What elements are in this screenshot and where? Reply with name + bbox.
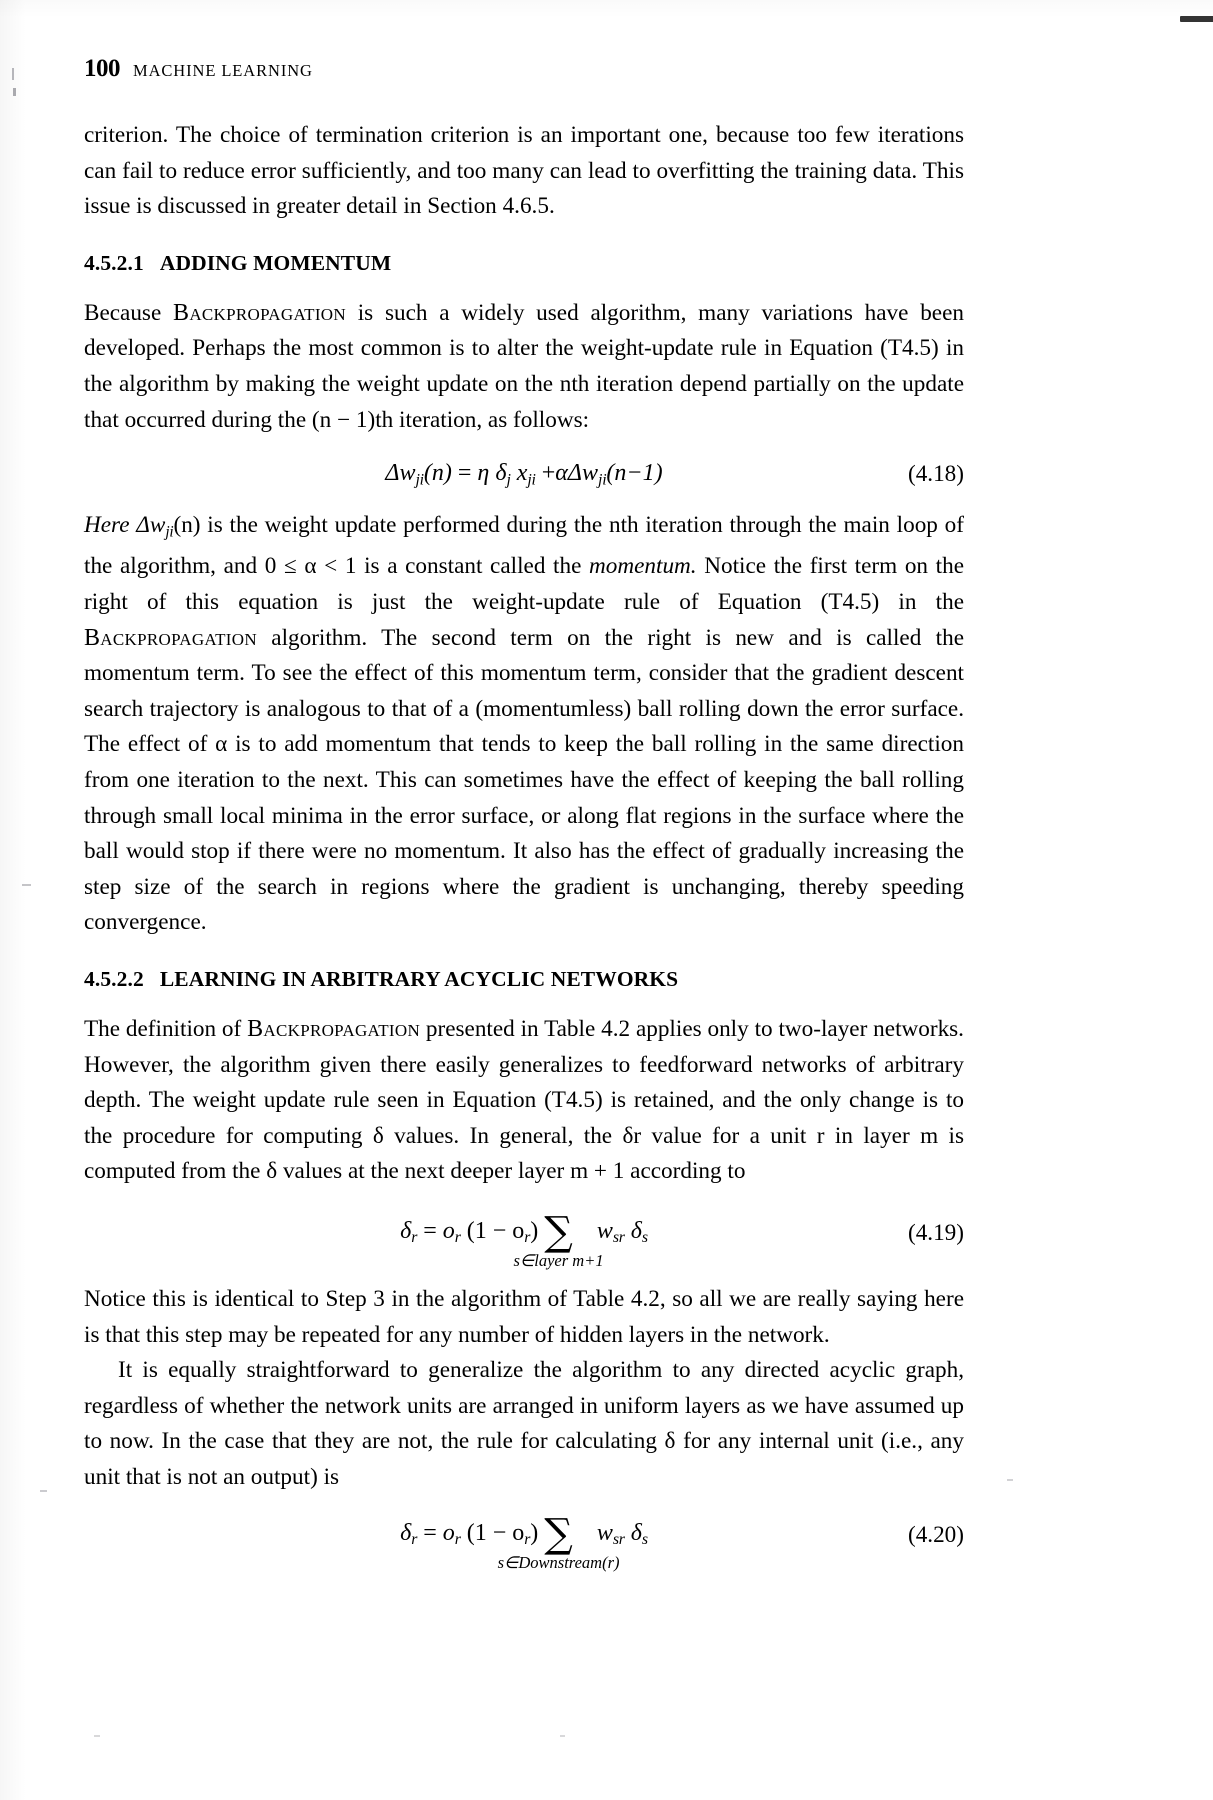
scan-artifact-mark [40, 1490, 47, 1492]
sigma-glyph: ∑ [544, 1510, 573, 1557]
eq420-factor-close: ) [530, 1519, 539, 1546]
page-content [84, 0, 964, 1572]
text-fragment: Here Δw [84, 511, 166, 538]
eq418-delta-lhs: Δ [385, 460, 400, 487]
eq418-delta-j-sub: j [506, 471, 511, 489]
eq418-alpha: α [555, 460, 568, 487]
eq420-factor-sub: r [524, 1530, 531, 1548]
paragraph-definition-backprop [84, 1012, 964, 1190]
text-fragment: Notice the first term on the right of this equation is just the weight-update rule of Equation (T4.5) in the [84, 553, 964, 616]
eq418-sub-rhs: ji [598, 471, 607, 489]
eq420-equals: = [423, 1519, 437, 1546]
paragraph-backprop-variations [84, 296, 964, 438]
eq418-delta-rhs: Δ [567, 460, 582, 487]
eq420-delta-s: δ [630, 1519, 642, 1546]
eq419-delta: δ [400, 1217, 412, 1244]
paragraph-termination-criterion: criterion. The choice of termination criterion is an important one, because too few iterations can fail to reduce error sufficiently, and too many can lead to overfitting the training data. This issue is discussed in greater detail in Section 4.6.5. [84, 122, 964, 220]
inline-sub-ji: ji [165, 522, 174, 540]
summation-symbol [513, 1208, 604, 1270]
eq418-equals: = [457, 460, 472, 487]
eq418-w-rhs: w [582, 460, 599, 487]
text-fragment: (n) is the weight update performed during the nth iteration through the main loop of the algorithm, and 0 ≤ α < 1 is a constant called the [84, 511, 964, 580]
page-number: 100 [84, 55, 120, 82]
text-fragment: algorithm. The second term on the right is new and is called the momentum term. To see the effect of this momentum term, consider that the gradient descent search trajectory is analogous to that of a (momentumless) ball rolling down the error surface. The effect of α is to add momentum that tends to keep the ball rolling in the same direction from one iteration to the next. This can sometimes have the effect of keeping the ball rolling through small local minima in the error surface, or along flat regions in the surface where the ball would stop if there were no momentum. It also has the effect of gradually increasing the step size of the search in regions where the gradient is unchanging, thereby speeding convergence. [84, 624, 964, 936]
eq418-arg-rhs: (n−1) [606, 460, 663, 487]
equation-number-418: (4.18) [907, 461, 964, 488]
section-heading-adding-momentum [84, 251, 964, 276]
text-fragment: is such a widely used algorithm, many variations have been developed. Perhaps the most common is to alter the weight-update rule in Equation (T4.5) in the algorithm by making the weight update on the nth iteration depend partially on the update that occurred during the (n − 1)th iteration, as follows: [84, 299, 964, 433]
eq418-plus: + [541, 460, 556, 487]
equation-419 [84, 1208, 964, 1270]
eq418-arg-lhs: (n) [423, 460, 452, 487]
eq418-eta: η [477, 460, 490, 487]
equation-row-419 [84, 1208, 964, 1270]
scan-artifact-mark [12, 68, 14, 80]
paragraph-directed-acyclic-graph: It is equally straightforward to generalize the algorithm to any directed acyclic graph, regardless of whether the network units are arranged in uniform layers as we have assumed up to now. In the case that they are not, the rule for calculating δ for any internal unit (i.e., any unit that is not an output) is [84, 1357, 964, 1490]
eq419-o-sub: r [454, 1229, 461, 1247]
eq420-factor-open: (1 − o [466, 1519, 525, 1546]
text-fragment: The definition of [84, 1015, 248, 1042]
equation-418 [84, 460, 964, 489]
equation-420 [84, 1510, 964, 1572]
smallcaps-backpropagation: Backpropagation [247, 1015, 421, 1042]
eq420-w-sub: sr [612, 1530, 625, 1548]
section-heading-arbitrary-acyclic-networks [84, 967, 964, 992]
eq419-delta-s-sub: s [641, 1229, 648, 1247]
eq420-delta-sub: r [411, 1530, 418, 1548]
scan-artifact-mark [13, 88, 16, 96]
smallcaps-backpropagation: Backpropagation [84, 624, 257, 651]
paragraph-momentum-explanation [84, 508, 964, 941]
equation-row-418 [84, 460, 964, 489]
eq420-o-sub: r [454, 1530, 461, 1548]
sigma-glyph: ∑ [544, 1208, 573, 1255]
eq419-factor-sub: r [524, 1229, 531, 1247]
equation-number-420: (4.20) [907, 1521, 964, 1548]
summation-limit: s∈Downstream(r) [497, 1552, 620, 1572]
eq420-delta: δ [400, 1519, 412, 1546]
scan-artifact-mark [94, 1735, 100, 1737]
eq419-o: o [442, 1217, 455, 1244]
eq419-equals: = [423, 1217, 437, 1244]
eq418-w-lhs: w [399, 460, 416, 487]
text-fragment: presented in Table 4.2 applies only to two-layer networks. However, the algorithm given there easily generalizes to feedforward networks of arbitrary depth. The weight update rule seen in Equation (T4.5) is retained, and the only change is to the procedure for computing δ values. In general, the δr value for a unit r in layer m is computed from the δ values at the next deeper layer m + 1 according to [84, 1015, 964, 1185]
equation-number-419: (4.19) [907, 1219, 964, 1246]
eq419-factor-open: (1 − o [466, 1217, 525, 1244]
scan-artifact-mark [1007, 1479, 1013, 1481]
scan-artifact-mark [1180, 16, 1213, 22]
eq418-x: x [516, 460, 528, 487]
scan-artifact-mark [560, 1735, 565, 1737]
text-fragment: Because [84, 299, 174, 326]
paragraph-identical-step3: Notice this is identical to Step 3 in the algorithm of Table 4.2, so all we are really saying here is that this step may be repeated for any number of hidden layers in the network. [84, 1285, 964, 1348]
summation-limit: s∈layer m+1 [513, 1250, 604, 1270]
section-number: 4.5.2.1 [84, 250, 144, 275]
eq419-delta-sub: r [411, 1229, 418, 1247]
scan-artifact-mark [22, 884, 31, 886]
eq420-w: w [596, 1519, 613, 1546]
section-title: ADDING MOMENTUM [159, 250, 392, 275]
eq420-o: o [442, 1519, 455, 1546]
eq418-delta-j: δ [495, 460, 507, 487]
eq420-delta-s-sub: s [641, 1530, 648, 1548]
eq419-delta-s: δ [630, 1217, 642, 1244]
eq419-w: w [596, 1217, 613, 1244]
smallcaps-backpropagation: Backpropagation [173, 299, 346, 326]
equation-row-420 [84, 1510, 964, 1572]
section-title: LEARNING IN ARBITRARY ACYCLIC NETWORKS [159, 966, 679, 991]
section-number: 4.5.2.2 [84, 966, 144, 991]
book-title: MACHINE LEARNING [133, 61, 313, 80]
eq418-sub-lhs: ji [415, 471, 424, 489]
eq419-factor-close: ) [530, 1217, 539, 1244]
eq418-x-sub: ji [527, 471, 536, 489]
eq419-w-sub: sr [612, 1229, 625, 1247]
emphasis-momentum: momentum. [589, 553, 697, 580]
